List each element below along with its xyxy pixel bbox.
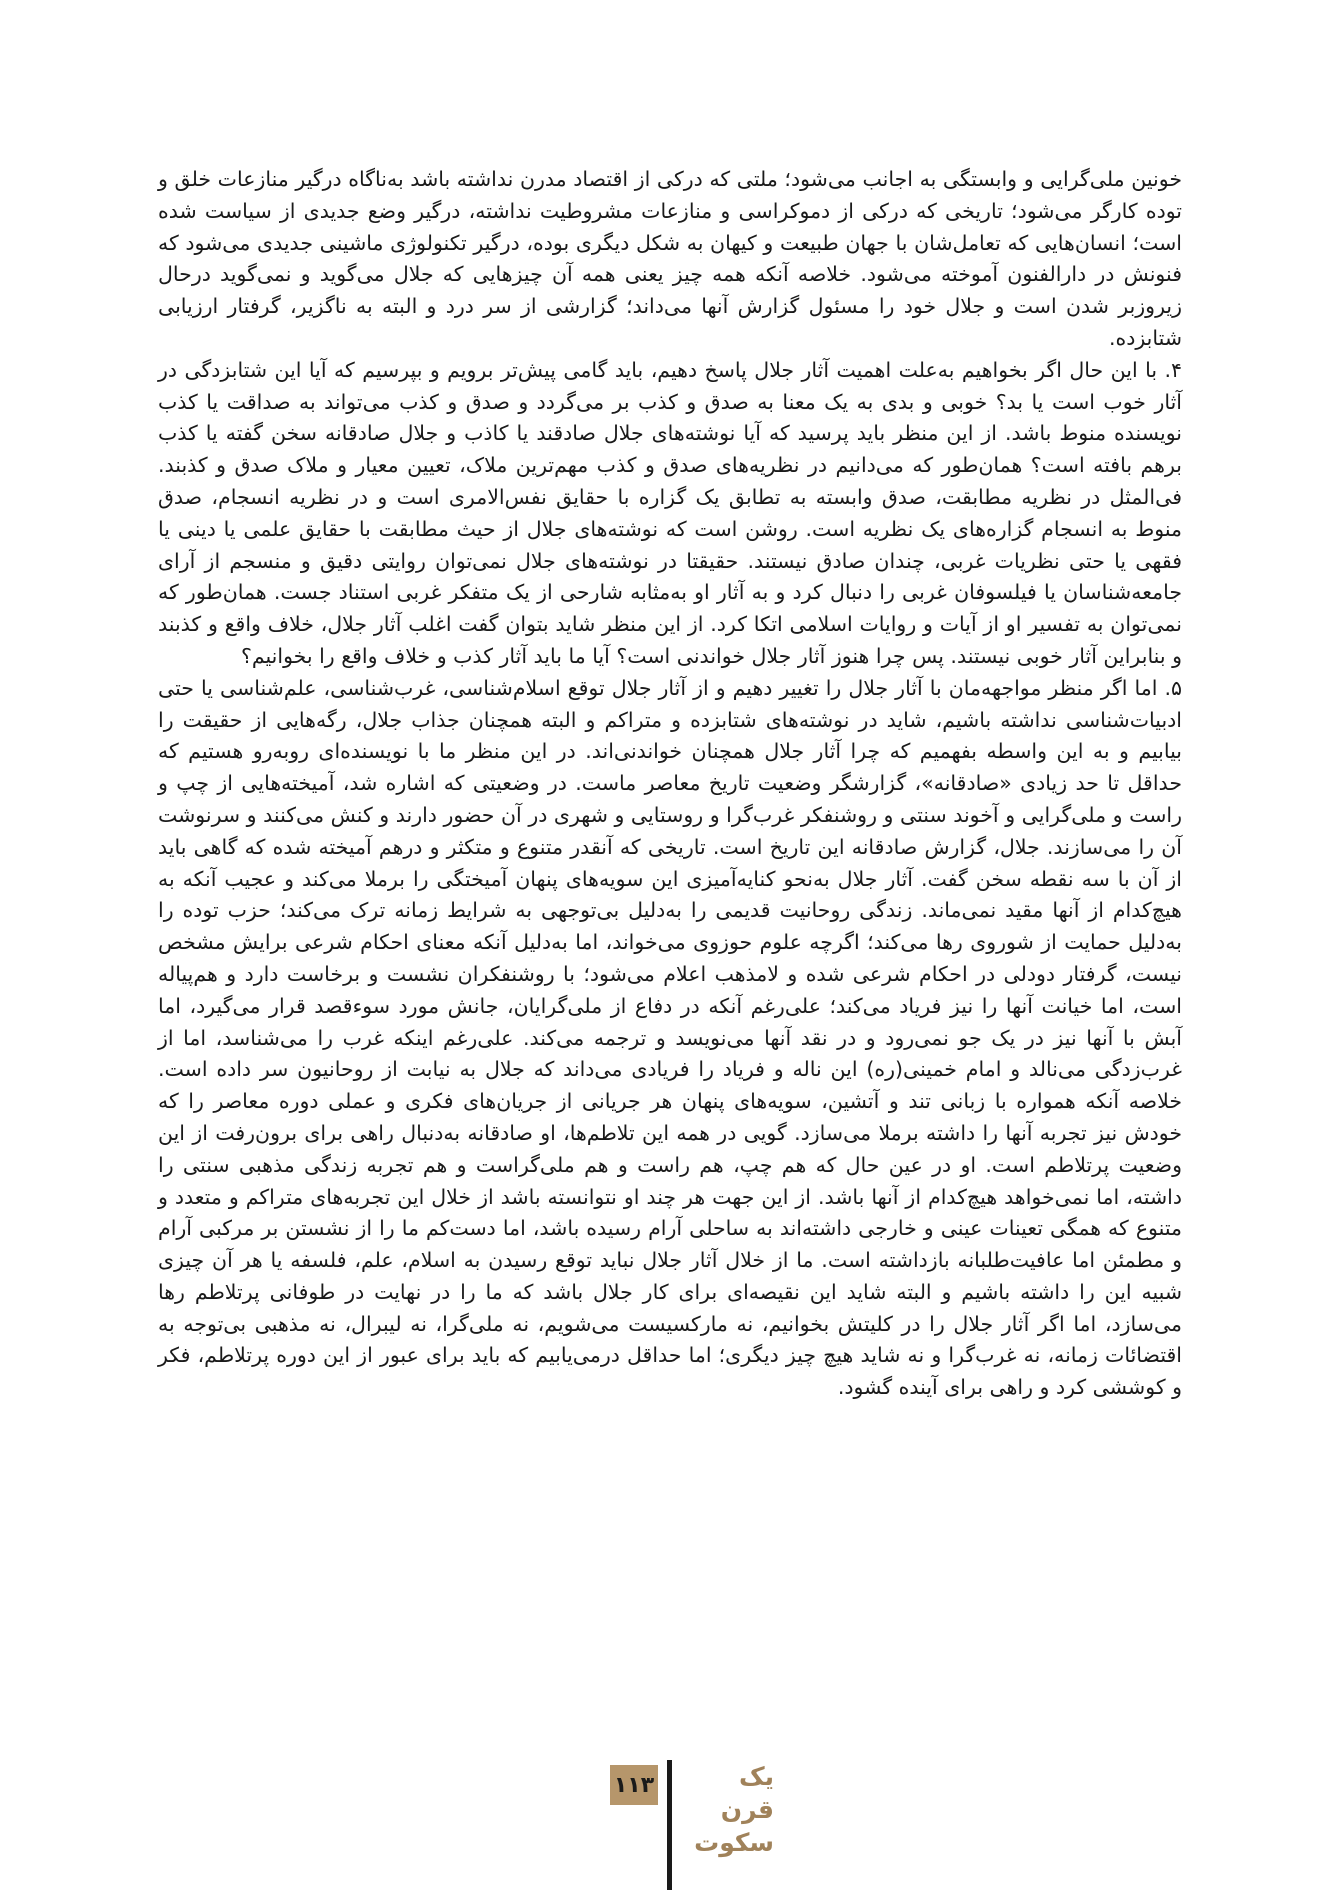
- footer-title-line: سکوت: [694, 1828, 774, 1857]
- footer-divider: [667, 1760, 672, 1890]
- body-text: [158, 164, 1182, 1404]
- paragraph: ۵. اما اگر منظر مواجهه‌مان با آثار جلال را تغییر دهیم و از آثار جلال توقع اسلام‌شناسی، غرب‌شناسی، علم‌شناسی یا حتی ادبیات‌شناسی نداشته باشیم، شاید در نوشته‌های شتابزده و متراکم و البته همچنان جذاب جلال، رگه‌هایی از حقیقت را بیابیم و به این واسطه بفهمیم که چرا آثار جلال همچنان خواندنی‌اند. در این منظر ما با نویسنده‌ای روبه‌رو هستیم که حداقل تا حد زیادی «صادقانه»، گزارشگر وضعیت تاریخ معاصر ماست. در وضعیتی که اشاره شد، آمیخته‌هایی از چپ و راست و ملی‌گرایی و آخوند سنتی و روشنفکر غرب‌گرا و روستایی و شهری در آن حضور دارند و کنش می‌کنند و سرنوشت آن را می‌سازند. جلال، گزارش صادقانه این تاریخ است. تاریخی که آنقدر متنوع و متکثر و درهم آمیخته شده که گاهی باید از آن با سه نقطه سخن گفت. آثار جلال به‌نحو کنایه‌آمیزی این سویه‌های پنهان آمیختگی را برملا می‌کند و عجیب آنکه به هیچ‌کدام از آنها مقید نمی‌ماند. زندگی روحانیت قدیمی را به‌دلیل بی‌توجهی به شرایط زمانه ترک می‌کند؛ حزب توده را به‌دلیل حمایت از شوروی رها می‌کند؛ اگرچه علوم حوزوی می‌خواند، اما به‌دلیل آنکه معنای احکام شرعی برایش مشخص نیست، گرفتار دودلی در احکام شرعی شده و لامذهب اعلام می‌شود؛ با روشنفکران نشست و برخاست دارد و هم‌پیاله است، اما خیانت آنها را نیز فریاد می‌کند؛ علی‌رغم آنکه در دفاع از ملی‌گرایان، جانش مورد سوءقصد قرار می‌گیرد، اما آبش با آنها نیز در یک جو نمی‌رود و در نقد آنها می‌نویسد و ترجمه می‌کند. علی‌رغم اینکه غرب را می‌شناسد، اما از غرب‌زدگی می‌نالد و امام خمینی(ره) این ناله و فریاد را فریادی می‌داند که جلال به نیابت از روحانیون سر داده است. خلاصه آنکه همواره با زبانی تند و آتشین، سویه‌های پنهان هر جریانی از جریان‌های فکری و عملی دوره معاصر را که خودش نیز تجربه آنها را داشته برملا می‌سازد. گویی در همه این تلاطم‌ها، او صادقانه به‌دنبال راهی برای برون‌رفت از این وضعیت پرتلاطم است. او در عین حال که هم چپ، هم راست و هم ملی‌گراست و هم تجربه زندگی مذهبی سنتی را داشته، اما نمی‌خواهد هیچ‌کدام از آنها باشد. از این جهت هر چند او نتوانسته باشد از خلال این تجربه‌های متراکم و متعدد و متنوع که همگی تعینات عینی و خارجی داشته‌اند به ساحلی آرام رسیده باشد، اما دست‌کم ما را از نشستن بر مرکبی آرام و مطمئن اما عافیت‌طلبانه بازداشته است. ما از خلال آثار جلال نباید توقع رسیدن به اسلام، علم، فلسفه یا هر آن چیزی شبیه این را داشته باشیم و البته شاید این نقیصه‌ای برای کار جلال باشد که ما را در نهایت در طوفانی پرتلاطم رها می‌سازد، اما اگر آثار جلال را در کلیتش بخوانیم، نه مارکسیست می‌شویم، نه ملی‌گرا، نه لیبرال، نه مذهبی بی‌توجه به اقتضائات زمانه، نه غرب‌گرا و نه شاید هیچ چیز دیگری؛ اما حداقل درمی‌یابیم که باید برای عبور از این دوره پرتلاطم، فکر و کوششی کرد و راهی برای آینده گشود.: [158, 675, 1182, 1400]
- footer-title-line: یک قرن: [720, 1762, 774, 1824]
- paragraph: ۴. با این حال اگر بخواهیم به‌علت اهمیت آثار جلال پاسخ دهیم، باید گامی پیش‌تر برویم و بپرسیم که آیا این شتابزدگی در آثار خوب است یا بد؟ خوبی و بدی به یک معنا به صدق و کذب بر می‌گردد و صدق و کذب می‌تواند به صداقت یا کذب نویسنده منوط باشد. از این منظر باید پرسید که آیا نوشته‌های جلال صادقند یا کاذب و جلال صادقانه سخن گفته یا کذب برهم بافته است؟ همان‌طور که می‌دانیم در نظریه‌های صدق و کذب مهم‌ترین ملاک، تعیین معیار و ملاک صدق و کذبند. فی‌المثل در نظریه مطابقت، صدق وابسته به تطابق یک گزاره با حقایق نفس‌الامری است و در نظریه انسجام، صدق منوط به انسجام گزاره‌های یک نظریه است. روشن است که نوشته‌های جلال از حیث مطابقت با حقایق علمی یا دینی یا فقهی یا حتی نظریات غربی، چندان صادق نیستند. حقیقتا در نوشته‌های جلال نمی‌توان روایتی دقیق و منسجم از آرای جامعه‌شناسان یا فیلسوفان غربی را دنبال کرد و به آثار او به‌مثابه شارحی از یک متفکر غربی استناد جست. همان‌طور که نمی‌توان به تفسیر او از آیات و روایات اسلامی اتکا کرد. از این منظر شاید بتوان گفت اغلب آثار جلال، خلاف واقع و کذبند و بنابراین آثار خوبی نیستند. پس چرا هنوز آثار جلال خواندنی است؟ آیا ما باید آثار کذب و خلاف واقع را بخوانیم؟: [158, 357, 1182, 668]
- footer-book-title: [684, 1760, 774, 1859]
- page-number: ۱۱۳: [610, 1765, 658, 1805]
- paragraph: خونین ملی‌گرایی و وابستگی به اجانب می‌شود؛ ملتی که درکی از اقتصاد مدرن نداشته باشد به‌ناگاه درگیر منازعات خلق و توده کارگر می‌شود؛ تاریخی که درکی از دموکراسی و منازعات مشروطیت نداشته، درگیر وضع جدیدی از سیاست شده است؛ انسان‌هایی که تعامل‌شان با جهان طبیعت و کیهان به شکل دیگری بوده، درگیر تکنولوژی ماشینی جدیدی می‌شود که فنونش در دارالفنون آموخته می‌شود. خلاصه آنکه همه چیز یعنی همه آن چیزهایی که جلال می‌گوید و نمی‌گوید درحال زیروزبر شدن است و جلال خود را مسئول گزارش آنها می‌داند؛ گزارشی از سر درد و البته به ناگزیر، گرفتار ارزیابی شتابزده.: [158, 167, 1182, 350]
